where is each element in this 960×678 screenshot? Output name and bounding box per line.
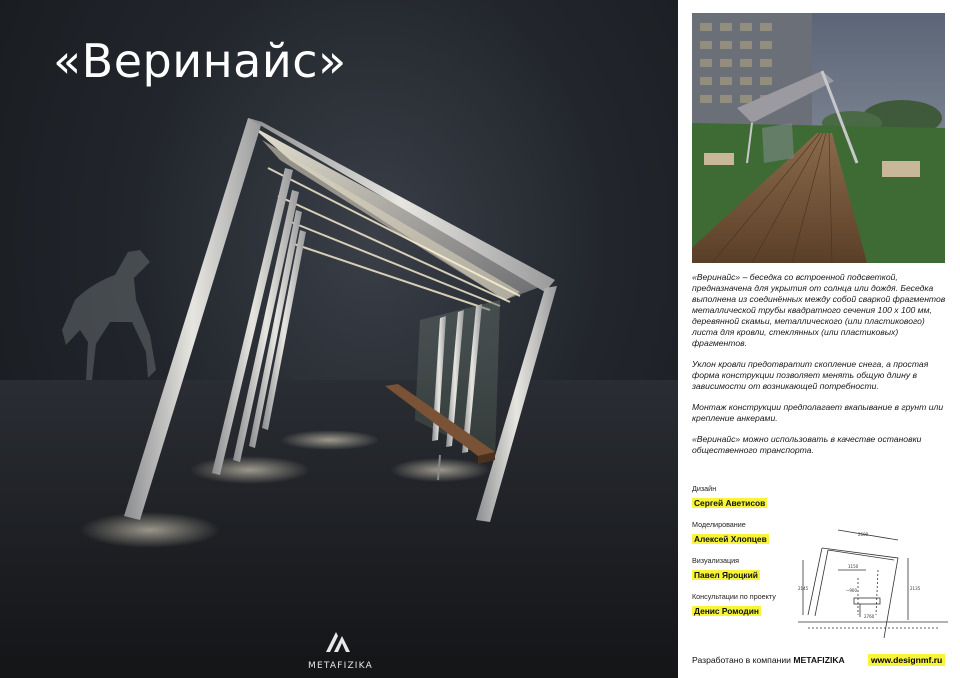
- technical-drawing: [798, 520, 948, 645]
- logo-mark-icon: [324, 630, 352, 654]
- credit-role: Моделирование: [692, 520, 746, 529]
- credit-name: Павел Яроцкий: [694, 570, 758, 580]
- credit-role: Визуализация: [692, 556, 740, 565]
- hero-title: «Веринайс»: [53, 34, 347, 88]
- description-paragraph: «Веринайс» можно использовать в качестве остановки общественного транспорта.: [692, 434, 922, 455]
- svg-text:1150: 1150: [848, 564, 859, 569]
- context-photo-render: [692, 13, 945, 263]
- credit-role: Дизайн: [692, 484, 717, 493]
- description-paragraph: Уклон кровли предотвратит скопление снега, а простая форма конструкции позволяет менять общую длину в зависимости от возникающей потребности.: [692, 359, 929, 391]
- svg-text:2600: 2600: [858, 532, 869, 537]
- credit-name: Алексей Хлопцев: [694, 534, 767, 544]
- svg-text:~900: ~900: [846, 588, 857, 593]
- info-panel: [678, 0, 960, 678]
- footer-company: METAFIZIKA: [793, 655, 845, 665]
- description: [692, 272, 950, 466]
- credit-role: Консультации по проекту: [692, 592, 776, 601]
- credit-name: Денис Ромодин: [694, 606, 759, 616]
- context-photo: [692, 13, 945, 263]
- credits: [692, 484, 812, 628]
- website-link[interactable]: www.designmf.ru: [868, 654, 945, 666]
- credit-consulting: [692, 592, 812, 619]
- footer-developer: [692, 655, 845, 665]
- description-paragraph: «Веринайс» – беседка со встроенной подсветкой, предназначена для укрытия от солнца или дождя. Беседка выполнена из соединённых между собой сваркой фрагментов металлической трубы квадратного сечения 100 х 100 мм, деревянной скамьи, металлического (или пластикового) листа для кровли, стеклянных (или пластиковых) фрагментов.: [692, 272, 946, 348]
- credit-modeling: [692, 520, 812, 547]
- svg-text:2135: 2135: [910, 586, 921, 591]
- svg-text:2145: 2145: [798, 586, 809, 591]
- description-paragraph: Монтаж конструкции предполагает вкапывание в грунт или крепление анкерами.: [692, 402, 944, 423]
- footer-developed-by: Разработано в компании: [692, 655, 791, 665]
- credit-design: [692, 484, 812, 511]
- logo-text: METAFIZIKA: [308, 661, 373, 671]
- credit-name: Сергей Аветисов: [694, 498, 766, 508]
- horse-silhouette: [62, 250, 156, 380]
- svg-text:2760: 2760: [864, 614, 875, 619]
- credit-visualization: [692, 556, 812, 583]
- metafizika-logo: [308, 630, 373, 671]
